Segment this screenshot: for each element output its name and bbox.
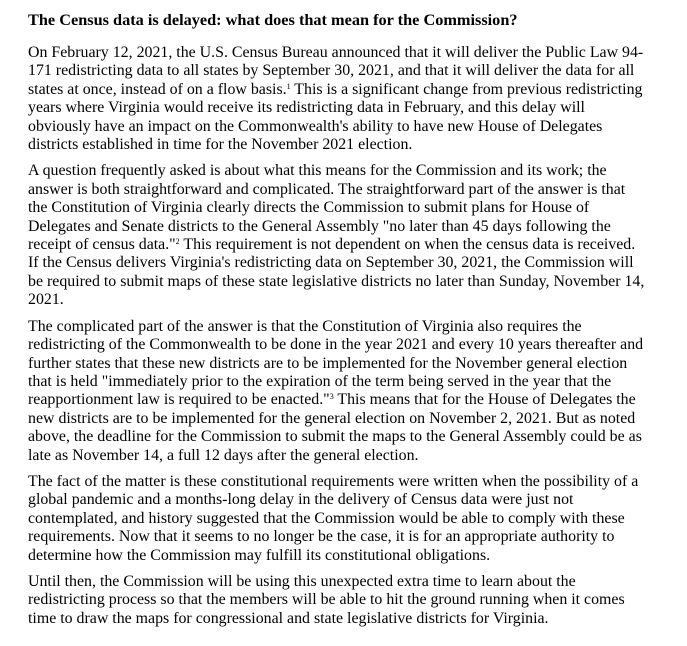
text-segment: This requirement is not dependent on when the census data is received.	[179, 236, 636, 254]
document-body	[28, 10, 664, 636]
text-line: If the Census delivers Virginia's redistricting data on September 30, 2021, the Commission will	[28, 254, 634, 272]
text-line: answer is both straightforward and complicated. The straightforward part of the answer is that	[28, 180, 626, 198]
paragraph	[28, 318, 664, 465]
paragraph	[28, 44, 664, 154]
text-segment: reapportionment law is required to be enacted."	[28, 391, 330, 409]
text-line: The fact of the matter is these constitutional requirements were written when the possibility of a	[28, 472, 639, 490]
paragraph	[28, 573, 664, 628]
text-line: The complicated part of the answer is that the Constitution of Virginia also requires the	[28, 317, 582, 335]
paragraph	[28, 162, 664, 309]
text-line: requirements. Now that it seems to no longer be the case, it is for an appropriate authority to	[28, 528, 615, 546]
text-line: contemplated, and history suggested that the Commission would be able to comply with these	[28, 509, 625, 527]
text-line: On February 12, 2021, the U.S. Census Bureau announced that it will deliver the Public Law 94-	[28, 44, 644, 61]
text-line: further states that these new districts are to be implemented for the November general election	[28, 354, 628, 372]
text-line: above, the deadline for the Commission to submit the maps to the General Assembly could be as	[28, 428, 642, 446]
footnote-marker: 1	[286, 81, 291, 91]
text-line: A question frequently asked is about what this means for the Commission and its work; the	[28, 162, 607, 180]
footnote-marker: 3	[329, 392, 334, 402]
text-segment: receipt of census data."	[28, 236, 176, 254]
footnote-marker: 2	[175, 237, 180, 247]
text-segment: This means that for the House of Delegates the	[333, 391, 636, 409]
text-line: Until then, the Commission will be using this unexpected extra time to learn about the	[28, 572, 576, 590]
text-line	[28, 81, 664, 99]
text-segment: states at once, instead of on a flow basis.	[28, 80, 287, 98]
text-line: Delegates and Senate districts to the General Assembly "no later than 45 days following the	[28, 217, 611, 235]
text-line: 2021.	[28, 291, 64, 309]
text-line: years where Virginia would receive its redistricting data in February, and this delay will	[28, 99, 585, 117]
text-line: determine how the Commission may fulfill its constitutional obligations.	[28, 546, 491, 564]
text-line: that is held "immediately prior to the expiration of the term being served in the year that the	[28, 372, 612, 390]
paragraph	[28, 473, 664, 565]
text-segment: This is a significant change from previous redistricting	[290, 80, 643, 98]
text-line	[28, 236, 664, 254]
text-line: be required to submit maps of these state legislative districts no later than Sunday, November 14,	[28, 272, 645, 290]
paragraphs	[28, 44, 664, 628]
text-line: districts established in time for the November 2021 election.	[28, 136, 413, 154]
text-line: time to draw the maps for congressional and state legislative districts for Virginia.	[28, 609, 549, 627]
text-line: redistricting of the Commonwealth to be done in the year 2021 and every 10 years thereafter and	[28, 336, 644, 354]
text-line: late as November 14, a full 12 days after the general election.	[28, 446, 419, 464]
text-line: 171 redistricting data to all states by September 30, 2021, and that it will deliver the data for all	[28, 62, 635, 80]
text-line	[28, 391, 664, 409]
text-line: new districts are to be implemented for the general election on November 2, 2021. But as noted	[28, 409, 636, 427]
text-line: obviously have an impact on the Commonwealth's ability to have new House of Delegates	[28, 117, 603, 135]
text-line: the Constitution of Virginia clearly directs the Commission to submit plans for House of	[28, 199, 590, 217]
text-line: global pandemic and a months-long delay in the delivery of Census data were just not	[28, 491, 574, 509]
text-line: redistricting process so that the members will be able to hit the ground running when it comes	[28, 591, 625, 609]
page-title: The Census data is delayed: what does that mean for the Commission?	[28, 10, 518, 29]
